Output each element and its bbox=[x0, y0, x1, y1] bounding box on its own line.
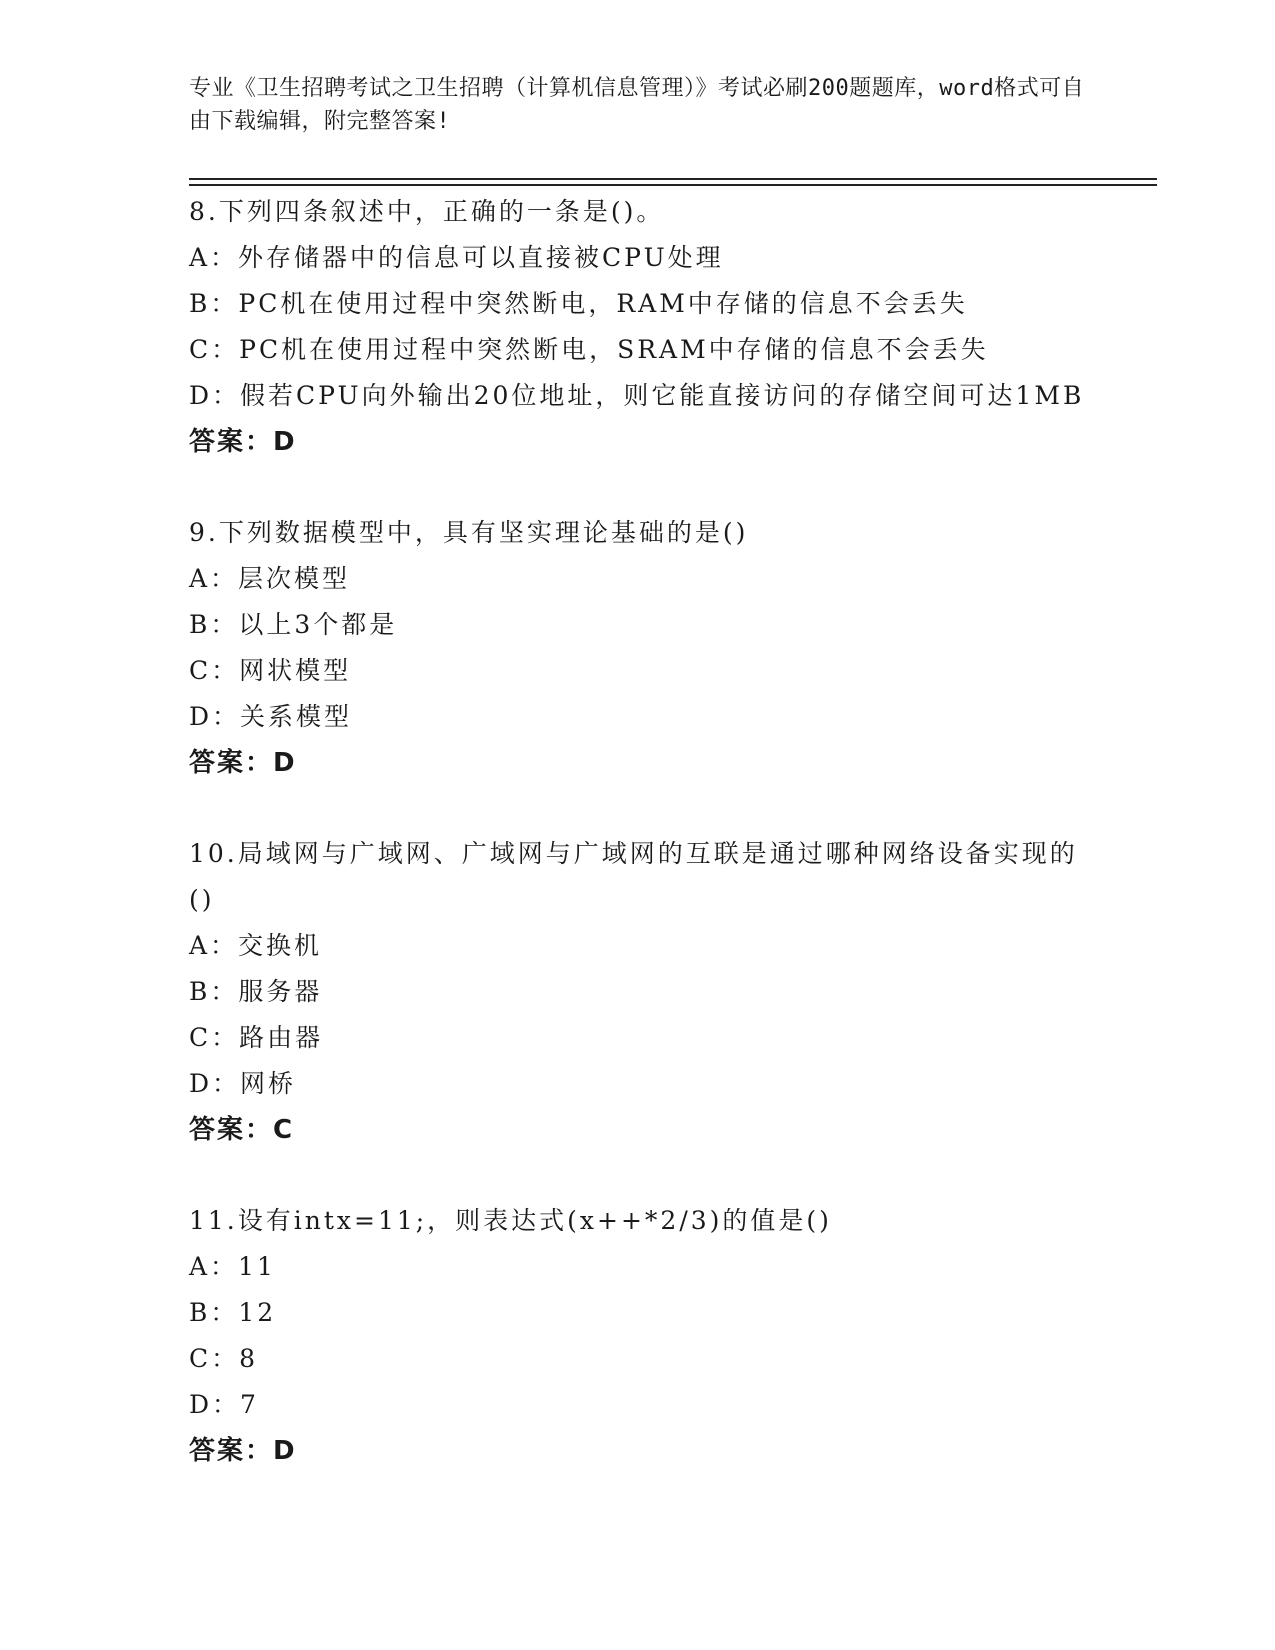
option-d: D：网桥 bbox=[189, 1069, 297, 1098]
option-c: C：PC机在使用过程中突然断电，SRAM中存储的信息不会丢失 bbox=[189, 335, 989, 364]
option-c: C：网状模型 bbox=[189, 656, 352, 685]
option-b: B：12 bbox=[189, 1298, 277, 1327]
question-11 bbox=[189, 1198, 1089, 1474]
answer: 答案：D bbox=[189, 1436, 297, 1466]
question-8 bbox=[189, 189, 1089, 465]
question-10 bbox=[189, 831, 1089, 1153]
question-text: 10.局域网与广域网、广域网与广域网的互联是通过哪种网络设备实现的() bbox=[189, 839, 1078, 914]
document-intro bbox=[189, 72, 1089, 138]
answer: 答案：C bbox=[189, 1115, 295, 1145]
option-a: A：外存储器中的信息可以直接被CPU处理 bbox=[189, 243, 724, 272]
question-list bbox=[189, 189, 1089, 1519]
option-b: B：PC机在使用过程中突然断电，RAM中存储的信息不会丢失 bbox=[189, 289, 968, 318]
answer: 答案：D bbox=[189, 748, 297, 778]
option-d: D：关系模型 bbox=[189, 702, 353, 731]
question-text: 9.下列数据模型中，具有坚实理论基础的是() bbox=[189, 518, 749, 547]
intro-text: 专业《卫生招聘考试之卫生招聘（计算机信息管理）》考试必刷200题题库，word格式可自由下载编辑，附完整答案! bbox=[189, 76, 1085, 134]
option-b: B：服务器 bbox=[189, 977, 323, 1006]
option-d: D：7 bbox=[189, 1390, 259, 1419]
option-c: C：路由器 bbox=[189, 1023, 324, 1052]
option-a: A：11 bbox=[189, 1252, 276, 1281]
answer: 答案：D bbox=[189, 427, 297, 457]
option-a: A：层次模型 bbox=[189, 564, 351, 593]
header-divider-bottom bbox=[189, 184, 1157, 186]
question-9 bbox=[189, 510, 1089, 786]
question-text: 8.下列四条叙述中，正确的一条是()。 bbox=[189, 197, 665, 226]
option-d: D：假若CPU向外输出20位地址，则它能直接访问的存储空间可达1MB bbox=[189, 381, 1085, 410]
option-a: A：交换机 bbox=[189, 931, 323, 960]
option-c: C：8 bbox=[189, 1344, 259, 1373]
option-b: B：以上3个都是 bbox=[189, 610, 398, 639]
header-divider-top bbox=[189, 178, 1157, 180]
question-text: 11.设有intx=11;，则表达式(x++*2/3)的值是() bbox=[189, 1206, 832, 1235]
